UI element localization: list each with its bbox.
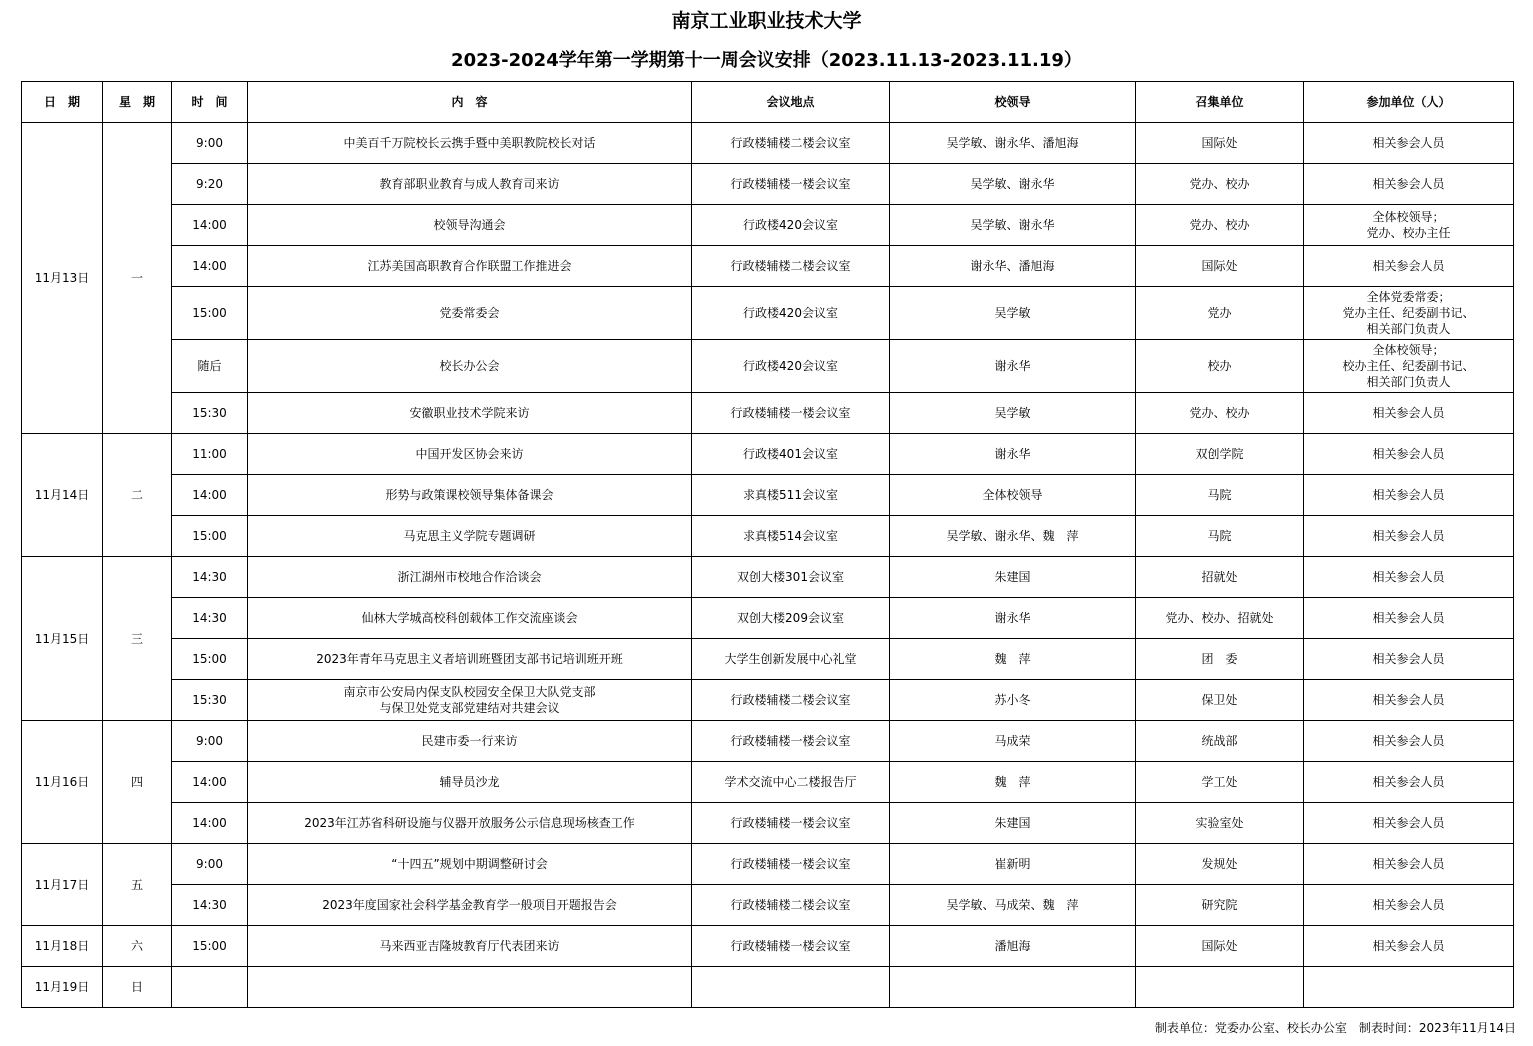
time-cell: 15:00 [172, 516, 248, 557]
location-cell: 学术交流中心二楼报告厅 [692, 762, 890, 803]
content-cell: 中国开发区协会来访 [248, 434, 692, 475]
content-cell: 2023年度国家社会科学基金教育学一般项目开题报告会 [248, 885, 692, 926]
participants-cell: 相关参会人员 [1304, 844, 1514, 885]
table-row [22, 967, 1514, 1008]
time-cell: 随后 [172, 340, 248, 393]
date-cell: 11月15日 [22, 557, 103, 721]
leaders-cell: 谢永华 [890, 340, 1136, 393]
location-cell: 行政楼辅楼二楼会议室 [692, 246, 890, 287]
table-row [22, 844, 1514, 885]
participants-cell: 相关参会人员 [1304, 516, 1514, 557]
footer-note: 制表单位：党委办公室、校长办公室 制表时间：2023年11月14日 [1154, 1021, 1516, 1035]
participants-cell: 全体校领导； 党办、校办主任 [1304, 205, 1514, 246]
organizer-cell: 党办、校办 [1136, 393, 1304, 434]
table-row [22, 803, 1514, 844]
date-cell: 11月17日 [22, 844, 103, 926]
time-cell: 15:30 [172, 680, 248, 721]
organizer-cell: 党办 [1136, 287, 1304, 340]
location-cell: 行政楼辅楼二楼会议室 [692, 885, 890, 926]
organizer-cell: 团 委 [1136, 639, 1304, 680]
time-cell: 14:30 [172, 598, 248, 639]
table-row [22, 885, 1514, 926]
weekday-cell: 三 [103, 557, 172, 721]
leaders-cell [890, 967, 1136, 1008]
leaders-cell: 朱建国 [890, 557, 1136, 598]
location-cell: 行政楼辅楼一楼会议室 [692, 926, 890, 967]
weekday-cell: 日 [103, 967, 172, 1008]
location-cell: 行政楼420会议室 [692, 340, 890, 393]
location-cell: 行政楼辅楼一楼会议室 [692, 164, 890, 205]
leaders-cell: 朱建国 [890, 803, 1136, 844]
organizer-cell: 校办 [1136, 340, 1304, 393]
content-cell: 马来西亚吉隆坡教育厅代表团来访 [248, 926, 692, 967]
column-header-participants: 参加单位（人） [1304, 82, 1514, 123]
content-cell: 安徽职业技术学院来访 [248, 393, 692, 434]
participants-cell: 相关参会人员 [1304, 434, 1514, 475]
time-cell: 14:00 [172, 205, 248, 246]
organizer-cell: 实验室处 [1136, 803, 1304, 844]
location-cell: 行政楼420会议室 [692, 287, 890, 340]
content-cell: 校长办公会 [248, 340, 692, 393]
leaders-cell: 魏 萍 [890, 639, 1136, 680]
participants-cell: 相关参会人员 [1304, 557, 1514, 598]
participants-cell: 全体党委常委； 党办主任、纪委副书记、 相关部门负责人 [1304, 287, 1514, 340]
participants-cell: 相关参会人员 [1304, 598, 1514, 639]
leaders-cell: 谢永华、潘旭海 [890, 246, 1136, 287]
time-cell: 14:00 [172, 803, 248, 844]
leaders-cell: 全体校领导 [890, 475, 1136, 516]
leaders-cell: 崔新明 [890, 844, 1136, 885]
column-header-weekday: 星 期 [103, 82, 172, 123]
organizer-cell: 保卫处 [1136, 680, 1304, 721]
organizer-cell [1136, 967, 1304, 1008]
table-row [22, 393, 1514, 434]
column-header-organizer: 召集单位 [1136, 82, 1304, 123]
organizer-cell: 统战部 [1136, 721, 1304, 762]
time-cell: 15:00 [172, 639, 248, 680]
column-header-content: 内 容 [248, 82, 692, 123]
participants-cell: 相关参会人员 [1304, 123, 1514, 164]
location-cell: 求真楼511会议室 [692, 475, 890, 516]
column-header-date: 日 期 [22, 82, 103, 123]
participants-cell: 相关参会人员 [1304, 762, 1514, 803]
column-header-location: 会议地点 [692, 82, 890, 123]
content-cell: 江苏美国高职教育合作联盟工作推进会 [248, 246, 692, 287]
location-cell: 行政楼420会议室 [692, 205, 890, 246]
leaders-cell: 吴学敏、谢永华、魏 萍 [890, 516, 1136, 557]
organizer-cell: 党办、校办、招就处 [1136, 598, 1304, 639]
organizer-cell: 发规处 [1136, 844, 1304, 885]
weekday-cell: 一 [103, 123, 172, 434]
time-cell: 11:00 [172, 434, 248, 475]
time-cell: 14:00 [172, 475, 248, 516]
leaders-cell: 吴学敏、谢永华、潘旭海 [890, 123, 1136, 164]
time-cell: 15:00 [172, 926, 248, 967]
leaders-cell: 潘旭海 [890, 926, 1136, 967]
content-cell: 形势与政策课校领导集体备课会 [248, 475, 692, 516]
content-cell: 马克思主义学院专题调研 [248, 516, 692, 557]
page-title: 南京工业职业技术大学 [671, 10, 862, 32]
time-cell: 9:00 [172, 721, 248, 762]
weekday-cell: 二 [103, 434, 172, 557]
content-cell: “十四五”规划中期调整研讨会 [248, 844, 692, 885]
date-cell: 11月19日 [22, 967, 103, 1008]
column-header-leaders: 校领导 [890, 82, 1136, 123]
table-row [22, 246, 1514, 287]
content-cell: 辅导员沙龙 [248, 762, 692, 803]
participants-cell: 相关参会人员 [1304, 639, 1514, 680]
column-header-time: 时 间 [172, 82, 248, 123]
date-cell: 11月18日 [22, 926, 103, 967]
time-cell: 9:00 [172, 844, 248, 885]
content-cell: 南京市公安局内保支队校园安全保卫大队党支部 与保卫处党支部党建结对共建会议 [248, 680, 692, 721]
content-cell: 2023年江苏省科研设施与仪器开放服务公示信息现场核查工作 [248, 803, 692, 844]
content-cell: 中美百千万院校长云携手暨中美职教院校长对话 [248, 123, 692, 164]
location-cell: 双创大楼209会议室 [692, 598, 890, 639]
participants-cell: 相关参会人员 [1304, 680, 1514, 721]
schedule-table [21, 81, 1514, 1008]
date-cell: 11月16日 [22, 721, 103, 844]
location-cell: 双创大楼301会议室 [692, 557, 890, 598]
organizer-cell: 国际处 [1136, 926, 1304, 967]
participants-cell [1304, 967, 1514, 1008]
participants-cell: 相关参会人员 [1304, 926, 1514, 967]
time-cell: 9:20 [172, 164, 248, 205]
location-cell: 行政楼辅楼一楼会议室 [692, 803, 890, 844]
location-cell: 行政楼辅楼二楼会议室 [692, 123, 890, 164]
content-cell: 民建市委一行来访 [248, 721, 692, 762]
table-row [22, 205, 1514, 246]
table-row [22, 598, 1514, 639]
leaders-cell: 吴学敏 [890, 287, 1136, 340]
organizer-cell: 马院 [1136, 516, 1304, 557]
leaders-cell: 谢永华 [890, 598, 1136, 639]
time-cell: 14:00 [172, 762, 248, 803]
organizer-cell: 国际处 [1136, 246, 1304, 287]
table-row [22, 475, 1514, 516]
content-cell: 仙林大学城高校科创载体工作交流座谈会 [248, 598, 692, 639]
table-row [22, 516, 1514, 557]
location-cell: 求真楼514会议室 [692, 516, 890, 557]
participants-cell: 相关参会人员 [1304, 885, 1514, 926]
content-cell: 校领导沟通会 [248, 205, 692, 246]
time-cell: 15:30 [172, 393, 248, 434]
table-row [22, 434, 1514, 475]
leaders-cell: 吴学敏 [890, 393, 1136, 434]
table-row [22, 123, 1514, 164]
table-row [22, 340, 1514, 393]
weekday-cell: 五 [103, 844, 172, 926]
table-row [22, 287, 1514, 340]
time-cell: 9:00 [172, 123, 248, 164]
leaders-cell: 吴学敏、谢永华 [890, 164, 1136, 205]
participants-cell: 相关参会人员 [1304, 475, 1514, 516]
table-row [22, 557, 1514, 598]
location-cell: 行政楼401会议室 [692, 434, 890, 475]
content-cell: 教育部职业教育与成人教育司来访 [248, 164, 692, 205]
table-row [22, 762, 1514, 803]
participants-cell: 相关参会人员 [1304, 246, 1514, 287]
weekday-cell: 四 [103, 721, 172, 844]
time-cell: 14:30 [172, 885, 248, 926]
leaders-cell: 吴学敏、马成荣、魏 萍 [890, 885, 1136, 926]
participants-cell: 相关参会人员 [1304, 721, 1514, 762]
time-cell: 14:00 [172, 246, 248, 287]
organizer-cell: 学工处 [1136, 762, 1304, 803]
organizer-cell: 招就处 [1136, 557, 1304, 598]
location-cell: 行政楼辅楼一楼会议室 [692, 721, 890, 762]
time-cell: 15:00 [172, 287, 248, 340]
table-header-row [22, 82, 1514, 123]
table-row [22, 926, 1514, 967]
leaders-cell: 苏小冬 [890, 680, 1136, 721]
leaders-cell: 魏 萍 [890, 762, 1136, 803]
location-cell: 大学生创新发展中心礼堂 [692, 639, 890, 680]
content-cell: 2023年青年马克思主义者培训班暨团支部书记培训班开班 [248, 639, 692, 680]
content-cell [248, 967, 692, 1008]
time-cell [172, 967, 248, 1008]
location-cell: 行政楼辅楼一楼会议室 [692, 844, 890, 885]
time-cell: 14:30 [172, 557, 248, 598]
table-row [22, 164, 1514, 205]
table-row [22, 721, 1514, 762]
table-row [22, 680, 1514, 721]
organizer-cell: 双创学院 [1136, 434, 1304, 475]
content-cell: 浙江湖州市校地合作洽谈会 [248, 557, 692, 598]
location-cell [692, 967, 890, 1008]
location-cell: 行政楼辅楼二楼会议室 [692, 680, 890, 721]
leaders-cell: 吴学敏、谢永华 [890, 205, 1136, 246]
date-cell: 11月13日 [22, 123, 103, 434]
organizer-cell: 马院 [1136, 475, 1304, 516]
schedule-body [22, 123, 1514, 1008]
leaders-cell: 谢永华 [890, 434, 1136, 475]
weekday-cell: 六 [103, 926, 172, 967]
participants-cell: 相关参会人员 [1304, 164, 1514, 205]
page-subtitle: 2023-2024学年第一学期第十一周会议安排（2023.11.13-2023.11.19） [451, 50, 1082, 71]
table-row [22, 639, 1514, 680]
participants-cell: 相关参会人员 [1304, 393, 1514, 434]
organizer-cell: 党办、校办 [1136, 205, 1304, 246]
organizer-cell: 研究院 [1136, 885, 1304, 926]
leaders-cell: 马成荣 [890, 721, 1136, 762]
location-cell: 行政楼辅楼一楼会议室 [692, 393, 890, 434]
organizer-cell: 党办、校办 [1136, 164, 1304, 205]
organizer-cell: 国际处 [1136, 123, 1304, 164]
participants-cell: 相关参会人员 [1304, 803, 1514, 844]
participants-cell: 全体校领导； 校办主任、纪委副书记、 相关部门负责人 [1304, 340, 1514, 393]
content-cell: 党委常委会 [248, 287, 692, 340]
date-cell: 11月14日 [22, 434, 103, 557]
